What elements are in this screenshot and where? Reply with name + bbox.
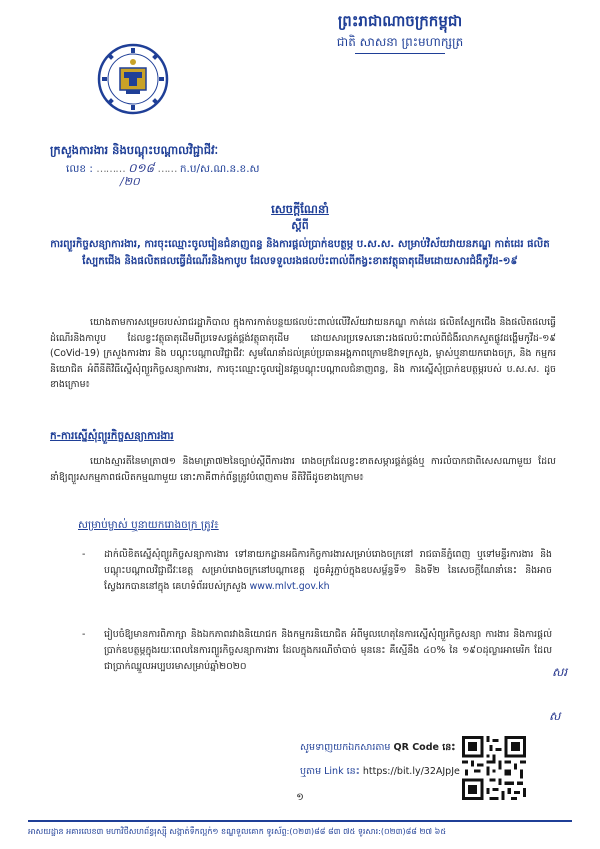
handwritten-initials-2: ស <box>549 709 561 723</box>
short-link[interactable]: https://bit.ly/32AJpJe <box>362 766 460 777</box>
bullet-dash: - <box>82 629 86 640</box>
reference-suffix: ក.ប/ស.ណ.ន.ខ.ស <box>179 163 260 175</box>
reference-number: ០១៨ <box>128 161 155 175</box>
link-label-text: ឬតាម Link នេះ <box>300 766 360 777</box>
qr-label-text: សូមទាញយកឯកសារតាម <box>300 742 391 753</box>
handwritten-initials: សរ <box>552 665 568 679</box>
bullet-dash: - <box>82 549 86 560</box>
reference-dots-2: …… <box>157 163 177 175</box>
ministry-name: ក្រសួងការងារ និងបណ្តុះបណ្តាលវិជ្ជាជីវៈ <box>50 143 219 157</box>
qr-code-text: QR Code នេះ <box>393 742 456 753</box>
reference-year: /២០ <box>120 175 140 188</box>
ministry-website-link[interactable]: www.mlvt.gov.kh <box>249 580 330 592</box>
bullet-text: រៀបចំឱ្យមានការពិភាក្សា និងឯកភាពរវាងនិយោជក និងកម្មករនិយោជិត អំពីមូលហេតុនៃការស្នើសុំព្យួរកិច្ចសន្យា ការងារ និងការផ្តល់ប្រាក់ឧបត្ថម្ភក្នុងរយៈពេលនៃការព្យួរកិច្ចសន្យាការងារ ដែលក្នុងករណីចាំបាច់ មុននេះ គឺស្មើនឹង ៤០% នៃ ១៩០ដុល្លារអាមេរិក ដែលជាប្រាក់ឈ្នួលអប្បបរមាសម្រាប់ឆ្នាំ២០២០ <box>104 629 552 672</box>
document-type: សេចក្តីណែនាំ <box>271 202 329 216</box>
document-subject: ការព្យួរកិច្ចសន្យាការងារ, ការចុះឈ្មោះចូលរៀនជំនាញពន្ធ និងការផ្តល់ប្រាក់ឧបត្ថម្ភ ប.ស.ស. សម្រាប់វិស័យវាយនភណ្ឌ កាត់ដេរ ផលិតស្បែកជើង និងផលិតផលធ្វើដំណើរនិងកាបូប ដែលទទួលរងផលប៉ះពាល់ពីកង្វះខាតវត្ថុធាតុដើមដោយសារជំងឺកូវីដ-១៩ <box>50 239 550 267</box>
page-number: ១ <box>296 792 304 803</box>
document-title <box>0 202 600 219</box>
qr-download-label <box>300 741 455 755</box>
reference-line <box>66 160 260 178</box>
bullet-text: ដាក់លិខិតស្នើសុំព្យួរកិច្ចសន្យាការងារ ទៅនាយកដ្ឋានអធិការកិច្ចការងារសម្រាប់រោងចក្រនៅ រាជធានីភ្នំពេញ ឬទៅមន្ទីរការងារ និងបណ្តុះបណ្តាលវិជ្ជាជីវៈខេត្ត សម្រាប់រោងចក្រនៅបណ្តាខេត្ត ដូចគំរូភ្ជាប់ក្នុងឧបសម្ព័ន្ធទី១ និងទី២ នៃសេចក្តីណែនាំនេះ និងអាចស្វែងរកបាននៅក្នុង គេហទំព័ររបស់ក្រសួង <box>104 549 552 592</box>
footer-divider <box>28 820 572 822</box>
kingdom-heading: ព្រះរាជាណាចក្រកម្ពុជា <box>337 12 463 30</box>
list-item <box>82 627 552 674</box>
national-motto: ជាតិ សាសនា ព្រះមហាក្សត្រ <box>336 35 464 49</box>
reference-dots: ……… <box>96 163 125 175</box>
link-line <box>300 765 460 779</box>
intro-paragraph: យោងតាមការសម្រេចរបស់រាជរដ្ឋាភិបាល ក្នុងការកាត់បន្ថយផលប៉ះពាល់លើវិស័យវាយនភណ្ឌ កាត់ដេរ ផលិតស្បែកជើង និងផលិតផលធ្វើដំណើរនិងកាបូប ដែលខ្វះវត្ថុធាតុដើមពីប្រទេសផ្គត់ផ្គង់វត្ថុធាតុដើម ដោយសារប្រទេសនោះរងផលប៉ះពាល់ពីជំងឺរលាកសួតផ្លូវដង្ហើមកូវីដ-១៩ (CoVid-19) ក្រសួងការងារ និង បណ្តុះបណ្តាលវិជ្ជាជីវៈ សូមណែនាំដល់គ្រប់ប្រធានអង្គភាពក្រោមឱវាទក្រសួង, ម្ចាស់ឬនាយករោងចក្រ, និង កម្មករនិយោជិត អំពីនីតិវិធីស្នើសុំព្យួរកិច្ចសន្យាការងារ, ការចុះឈ្មោះចូលរៀនវគ្គបណ្តុះបណ្តាលជំនាញពន្ធ, និង ការស្នើសុំប្រាក់ឧបត្ថម្ភរបស់ ប.ស.ស. ដូចខាងក្រោម៖ <box>50 317 556 391</box>
motto-divider <box>355 53 445 54</box>
footer-address: អាសយដ្ឋាន អគារលេខ៣ មហាវិថីសហព័ន្ធរុស្ស៊ី សង្កាត់ទឹកល្អក់១ ខណ្ឌទួលគោក ទូរស័ព្ទ:(០២៣)៨៨ ៨៣ ៧៥ ទូរសារ:(០២៣)៨៨ ២៧ ៦៥ <box>28 827 446 836</box>
owner-subheading: សម្រាប់ម្ចាស់ ឬនាយករោងចក្រ ត្រូវ៖ <box>78 519 219 531</box>
on-heading: ស្តីពី <box>291 219 309 232</box>
ministry-logo <box>96 42 170 116</box>
section-heading-a: ក-ការស្នើសុំព្យួរកិច្ចសន្យាការងារ <box>50 430 174 442</box>
section-a-paragraph: យោងស្មារតីនៃមាត្រា៧១ និងមាត្រា៧២នៃច្បាប់ស្តីពីការងារ រោងចក្រដែលខ្វះខាតសម្ភារផ្គត់ផ្គង់ឬ ការលំបាកជាពិសេសណាមួយ ដែលនាំឱ្យព្យួរសកម្មភាពផលិតកម្មណាមួយ នោះភាគីពាក់ព័ន្ធត្រូវបំពេញតាម នីតិវិធីដូចខាងក្រោម៖ <box>50 456 556 483</box>
reference-label: លេខ : <box>66 163 93 175</box>
list-item <box>82 547 552 594</box>
